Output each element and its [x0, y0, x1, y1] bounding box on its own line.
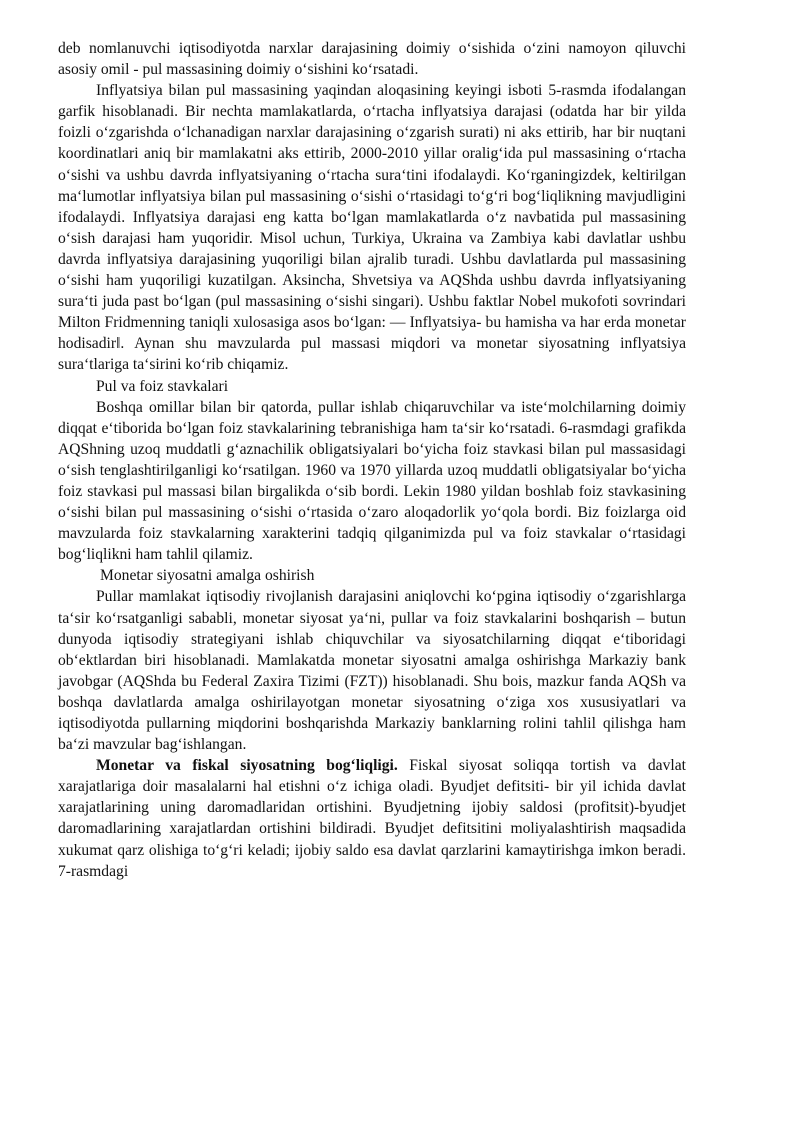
- paragraph-fiscal: [58, 755, 686, 882]
- paragraph-intro: deb nomlanuvchi iqtisodiyotda narxlar darajasining doimiy o‘sishida o‘zini namoyon qiluvchi asosiy omil - pul massasining doimiy o‘sishini ko‘rsatadi.: [58, 40, 686, 79]
- paragraph-monetary-policy: Pullar mamlakat iqtisodiy rivojlanish darajasini aniqlovchi ko‘pgina iqtisodiy o‘zgarishlarga ta‘sir ko‘rsatganligi sababli, monetar siyosat ya‘ni, pullar va foiz stavkalarini boshqarish – butun dunyoda iqtisodiy strategiyani ishlab chiquvchilar va siyosatchilarning diqqat e‘tiboridagi ob‘ektlardan biri hisoblanadi. Mamlakatda monetar siyosatni amalga oshirishga Markaziy bank javobgar (AQShda bu Federal Zaxira Tizimi (FZT)) hisoblanadi. Shu bois, mazkur fanda AQSh va boshqa davlatlarda amalga oshirilayotgan monetar siyosatning o‘ziga xos xususiyatlari va iqtisodiyotda pullarning miqdorini boshqarishda Markaziy banklarning rolini tahlil qilishga ham ba‘zi mavzular bag‘ishlangan.: [58, 588, 686, 754]
- paragraph-interest-rates: Boshqa omillar bilan bir qatorda, pullar ishlab chiqaruvchilar va iste‘molchilarning doimiy diqqat e‘tiborida bo‘lgan foiz stavkalarining tebranishiga ham ta‘sir ko‘rsatadi. 6-rasmdagi grafikda AQShning uzoq muddatli g‘aznachilik obligatsiyalari bo‘yicha foiz stavkasi bilan pul massasidagi o‘sish tenglashtirilganligi ko‘rsatilgan. 1960 va 1970 yillarda uzoq muddatli obligatsiyalar bo‘yicha foiz stavkasi pul massasi bilan birgalikda o‘sib bordi. Lekin 1980 yildan boshlab foiz stavkasining o‘sishi bilan pul massasining o‘sishi o‘rtasida o‘zaro aloqadorlik yo‘qola bordi. Biz foizlarga oid mavzularda foiz stavkalarning xarakterini tadqiq qilganimizda pul va foiz stavkalar o‘rtasidagi bog‘liqlikni ham tahlil qilamiz.: [58, 398, 686, 564]
- section-heading-monetary-policy: Monetar siyosatni amalga oshirish: [100, 567, 315, 585]
- fiscal-heading-bold: Monetar va fiskal siyosatning bog‘liqligi.: [96, 757, 398, 775]
- document-page: [58, 38, 686, 882]
- paragraph-inflation: Inflyatsiya bilan pul massasining yaqindan aloqasining keyingi isboti 5-rasmda ifodalangan garfik hisoblanadi. Bir nechta mamlakatlarda, o‘rtacha inflyatsiya darajasi (odatda har bir yilda foizli o‘zgarishda o‘lchanadigan narxlar darajasining o‘zgarish surati) ni aks ettirib, har bir nuqtani koordinatlari aniq bir mamlakatni aks ettirib, 2000-2010 yillar oralig‘ida pul massasining o‘rtacha o‘sishi va ushbu davrda inflyatsiyaning o‘rtacha sura‘tini ifodalaydi. Ko‘rganingizdek, keltirilgan ma‘lumotlar inflyatsiya bilan pul massasining o‘sishi o‘rtasidagi to‘g‘ri bog‘liqlikning mavjudligini ifodalaydi. Inflyatsiya darajasi eng katta bo‘lgan mamlakatlarda o‘z navbatida pul massasining o‘sish darajasi ham yuqoridir. Misol uchun, Turkiya, Ukraina va Zambiya kabi davlatlar ushbu davrda inflyatsiya darajasining yuqoriligi bilan ajralib turadi. Ushbu davlatlarda pul massasining o‘sishi ham yuqoriligi kuzatilgan. Aksincha, Shvetsiya va AQShda ushbu davrda inflyatsiyaning sura‘ti juda past bo‘lgan (pul massasining o‘sishi singari). Ushbu faktlar Nobel mukofoti sovrindari Milton Fridmenning taniqli xulosasiga asos bo‘lgan: — Inflyatsiya- bu hamisha va har erda monetar hodisadir‖. Aynan shu mavzularda pul massasi miqdori va monetar siyosatning inflyatsiya sura‘tlariga ta‘sirini ko‘rib chiqamiz.: [58, 82, 686, 374]
- fiscal-text: Fiskal siyosat soliqqa tortish va davlat xarajatlariga doir masalalarni hal etishni o‘z ichiga oladi. Byudjet defitsiti- bir yil ichida davlat xarajatlarining uning daromadlaridan ortishini. Byudjetning ijobiy saldosi (profitsit)-byudjet daromadlarining xarajatlardan ortishini bildiradi. Byudjet defitsitini moliyalashtirish maqsadida xukumat qarz olishiga to‘g‘ri keladi; ijobiy saldo esa davlat qarzlarini kamaytirishga imkon beradi. 7-rasmdagi: [58, 757, 686, 880]
- section-heading-money-interest: Pul va foiz stavkalari: [96, 377, 229, 395]
